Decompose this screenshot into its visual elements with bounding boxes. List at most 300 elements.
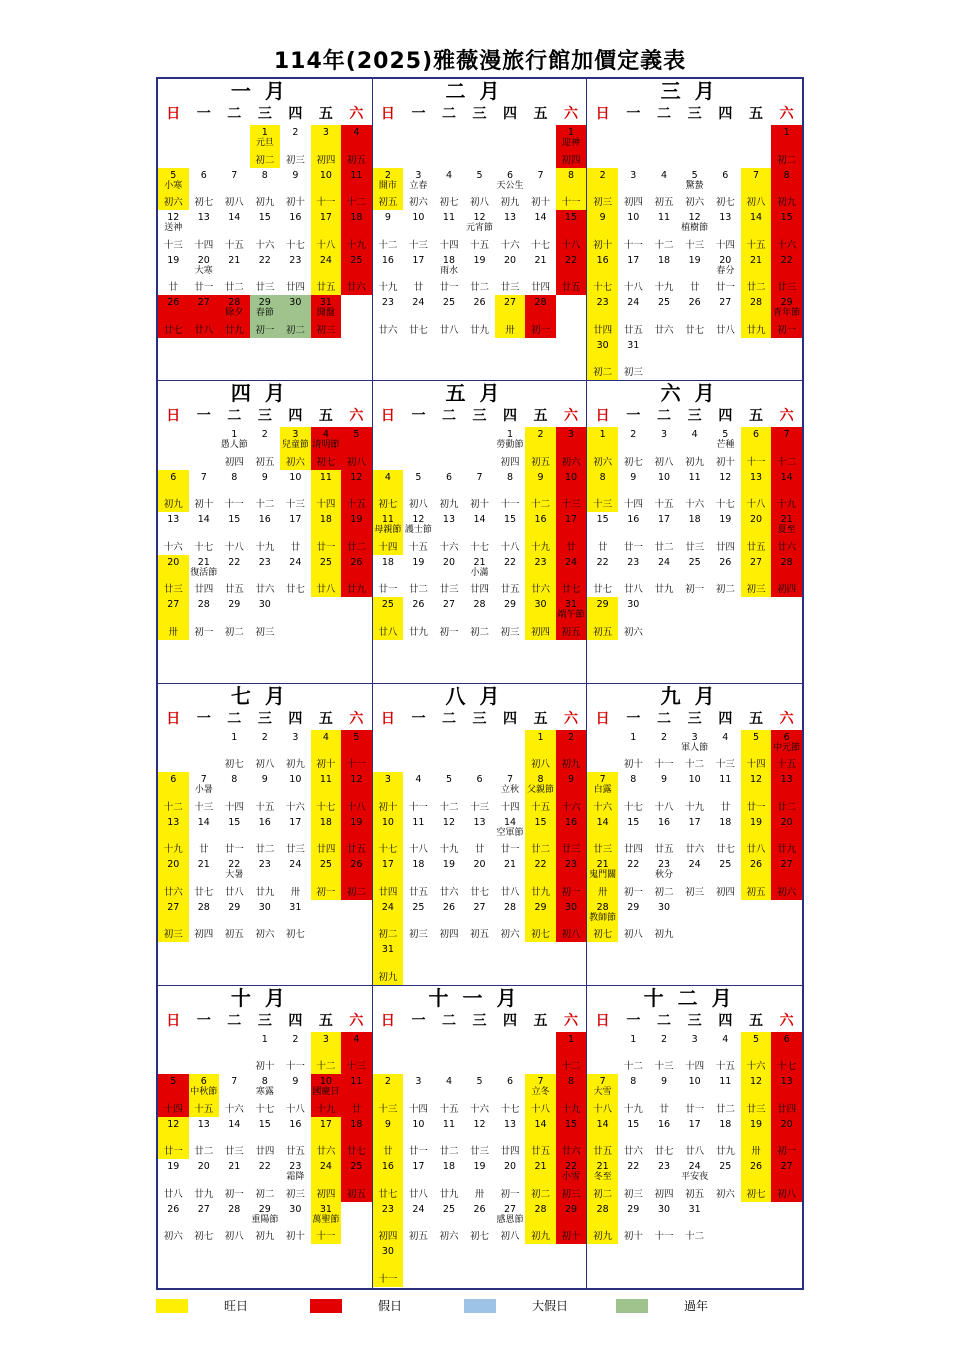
day-cell[interactable] <box>464 900 495 943</box>
day-cell[interactable] <box>341 730 372 773</box>
day-cell[interactable] <box>464 1202 495 1245</box>
day-cell[interactable] <box>373 1117 404 1160</box>
day-cell[interactable] <box>771 772 802 815</box>
day-cell[interactable] <box>434 295 465 338</box>
day-cell[interactable] <box>311 730 342 773</box>
day-cell[interactable] <box>525 1117 556 1160</box>
day-cell[interactable] <box>250 857 281 900</box>
day-cell[interactable] <box>219 295 250 338</box>
day-cell[interactable] <box>280 253 311 296</box>
day-cell[interactable] <box>219 210 250 253</box>
day-cell[interactable] <box>403 295 434 338</box>
day-cell[interactable] <box>341 253 372 296</box>
day-cell[interactable] <box>587 1202 618 1245</box>
day-cell[interactable] <box>649 168 680 211</box>
day-cell[interactable] <box>219 427 250 470</box>
day-cell[interactable] <box>771 210 802 253</box>
day-cell[interactable] <box>311 1159 342 1202</box>
day-cell[interactable] <box>710 1159 741 1202</box>
day-cell[interactable] <box>158 253 189 296</box>
day-cell[interactable] <box>434 555 465 598</box>
day-cell[interactable] <box>649 857 680 900</box>
day-cell[interactable] <box>771 1117 802 1160</box>
day-cell[interactable] <box>495 295 526 338</box>
day-cell[interactable] <box>434 470 465 513</box>
day-cell[interactable] <box>710 857 741 900</box>
day-cell[interactable] <box>587 772 618 815</box>
day-cell[interactable] <box>464 295 495 338</box>
day-cell[interactable] <box>373 1202 404 1245</box>
day-cell[interactable] <box>219 555 250 598</box>
day-cell[interactable] <box>403 1159 434 1202</box>
day-cell[interactable] <box>373 210 404 253</box>
day-cell[interactable] <box>587 427 618 470</box>
day-cell[interactable] <box>280 125 311 168</box>
day-cell[interactable] <box>189 470 220 513</box>
day-cell[interactable] <box>373 942 404 985</box>
day-cell[interactable] <box>679 730 710 773</box>
day-cell[interactable] <box>464 1159 495 1202</box>
day-cell[interactable] <box>464 253 495 296</box>
day-cell[interactable] <box>189 555 220 598</box>
day-cell[interactable] <box>189 1202 220 1245</box>
day-cell[interactable] <box>341 1074 372 1117</box>
day-cell[interactable] <box>373 512 404 555</box>
day-cell[interactable] <box>434 168 465 211</box>
day-cell[interactable] <box>618 900 649 943</box>
day-cell[interactable] <box>556 1202 587 1245</box>
day-cell[interactable] <box>250 512 281 555</box>
day-cell[interactable] <box>464 597 495 640</box>
day-cell[interactable] <box>219 1202 250 1245</box>
day-cell[interactable] <box>741 1074 772 1117</box>
day-cell[interactable] <box>679 210 710 253</box>
day-cell[interactable] <box>679 470 710 513</box>
day-cell[interactable] <box>403 470 434 513</box>
day-cell[interactable] <box>618 470 649 513</box>
day-cell[interactable] <box>649 1202 680 1245</box>
day-cell[interactable] <box>649 772 680 815</box>
day-cell[interactable] <box>741 168 772 211</box>
day-cell[interactable] <box>403 772 434 815</box>
day-cell[interactable] <box>741 730 772 773</box>
day-cell[interactable] <box>250 470 281 513</box>
day-cell[interactable] <box>556 470 587 513</box>
day-cell[interactable] <box>495 555 526 598</box>
day-cell[interactable] <box>434 597 465 640</box>
day-cell[interactable] <box>649 900 680 943</box>
day-cell[interactable] <box>189 210 220 253</box>
day-cell[interactable] <box>280 1074 311 1117</box>
day-cell[interactable] <box>495 1074 526 1117</box>
day-cell[interactable] <box>679 1202 710 1245</box>
day-cell[interactable] <box>771 555 802 598</box>
day-cell[interactable] <box>525 772 556 815</box>
day-cell[interactable] <box>587 857 618 900</box>
day-cell[interactable] <box>158 512 189 555</box>
day-cell[interactable] <box>525 1074 556 1117</box>
day-cell[interactable] <box>587 1117 618 1160</box>
day-cell[interactable] <box>464 1074 495 1117</box>
day-cell[interactable] <box>434 815 465 858</box>
day-cell[interactable] <box>280 470 311 513</box>
day-cell[interactable] <box>250 253 281 296</box>
day-cell[interactable] <box>158 1117 189 1160</box>
day-cell[interactable] <box>741 210 772 253</box>
day-cell[interactable] <box>556 512 587 555</box>
day-cell[interactable] <box>341 1159 372 1202</box>
day-cell[interactable] <box>403 857 434 900</box>
day-cell[interactable] <box>741 427 772 470</box>
day-cell[interactable] <box>219 900 250 943</box>
day-cell[interactable] <box>525 857 556 900</box>
day-cell[interactable] <box>495 253 526 296</box>
day-cell[interactable] <box>679 857 710 900</box>
day-cell[interactable] <box>403 1117 434 1160</box>
day-cell[interactable] <box>403 253 434 296</box>
day-cell[interactable] <box>311 1117 342 1160</box>
day-cell[interactable] <box>556 1117 587 1160</box>
day-cell[interactable] <box>280 210 311 253</box>
day-cell[interactable] <box>250 295 281 338</box>
day-cell[interactable] <box>679 427 710 470</box>
day-cell[interactable] <box>373 253 404 296</box>
day-cell[interactable] <box>341 210 372 253</box>
day-cell[interactable] <box>618 512 649 555</box>
day-cell[interactable] <box>710 555 741 598</box>
day-cell[interactable] <box>311 555 342 598</box>
day-cell[interactable] <box>219 857 250 900</box>
day-cell[interactable] <box>373 1159 404 1202</box>
day-cell[interactable] <box>311 470 342 513</box>
day-cell[interactable] <box>189 1117 220 1160</box>
day-cell[interactable] <box>679 1117 710 1160</box>
day-cell[interactable] <box>311 772 342 815</box>
day-cell[interactable] <box>649 512 680 555</box>
day-cell[interactable] <box>710 772 741 815</box>
day-cell[interactable] <box>280 295 311 338</box>
day-cell[interactable] <box>741 555 772 598</box>
day-cell[interactable] <box>710 210 741 253</box>
day-cell[interactable] <box>741 815 772 858</box>
day-cell[interactable] <box>250 125 281 168</box>
day-cell[interactable] <box>525 210 556 253</box>
day-cell[interactable] <box>341 815 372 858</box>
day-cell[interactable] <box>771 168 802 211</box>
day-cell[interactable] <box>373 168 404 211</box>
day-cell[interactable] <box>741 1159 772 1202</box>
day-cell[interactable] <box>771 1074 802 1117</box>
day-cell[interactable] <box>280 1032 311 1075</box>
day-cell[interactable] <box>341 470 372 513</box>
day-cell[interactable] <box>495 597 526 640</box>
day-cell[interactable] <box>250 1202 281 1245</box>
day-cell[interactable] <box>618 730 649 773</box>
day-cell[interactable] <box>741 470 772 513</box>
day-cell[interactable] <box>373 1244 404 1287</box>
day-cell[interactable] <box>587 815 618 858</box>
day-cell[interactable] <box>649 555 680 598</box>
day-cell[interactable] <box>649 295 680 338</box>
day-cell[interactable] <box>495 470 526 513</box>
day-cell[interactable] <box>280 900 311 943</box>
day-cell[interactable] <box>250 597 281 640</box>
day-cell[interactable] <box>311 1032 342 1075</box>
day-cell[interactable] <box>587 1074 618 1117</box>
day-cell[interactable] <box>189 1159 220 1202</box>
day-cell[interactable] <box>587 597 618 640</box>
day-cell[interactable] <box>679 168 710 211</box>
day-cell[interactable] <box>495 900 526 943</box>
day-cell[interactable] <box>649 427 680 470</box>
day-cell[interactable] <box>587 470 618 513</box>
day-cell[interactable] <box>219 1159 250 1202</box>
day-cell[interactable] <box>649 470 680 513</box>
day-cell[interactable] <box>618 427 649 470</box>
day-cell[interactable] <box>373 900 404 943</box>
day-cell[interactable] <box>434 857 465 900</box>
day-cell[interactable] <box>189 253 220 296</box>
day-cell[interactable] <box>373 470 404 513</box>
day-cell[interactable] <box>280 512 311 555</box>
day-cell[interactable] <box>587 253 618 296</box>
day-cell[interactable] <box>189 168 220 211</box>
day-cell[interactable] <box>556 555 587 598</box>
day-cell[interactable] <box>434 512 465 555</box>
day-cell[interactable] <box>373 772 404 815</box>
day-cell[interactable] <box>280 427 311 470</box>
day-cell[interactable] <box>679 555 710 598</box>
day-cell[interactable] <box>741 1032 772 1075</box>
day-cell[interactable] <box>219 470 250 513</box>
day-cell[interactable] <box>311 1202 342 1245</box>
day-cell[interactable] <box>679 295 710 338</box>
day-cell[interactable] <box>189 295 220 338</box>
day-cell[interactable] <box>649 815 680 858</box>
day-cell[interactable] <box>250 168 281 211</box>
day-cell[interactable] <box>250 1032 281 1075</box>
day-cell[interactable] <box>771 1032 802 1075</box>
day-cell[interactable] <box>525 1202 556 1245</box>
day-cell[interactable] <box>710 168 741 211</box>
day-cell[interactable] <box>710 427 741 470</box>
day-cell[interactable] <box>373 857 404 900</box>
day-cell[interactable] <box>525 295 556 338</box>
day-cell[interactable] <box>219 168 250 211</box>
day-cell[interactable] <box>556 730 587 773</box>
day-cell[interactable] <box>250 730 281 773</box>
day-cell[interactable] <box>556 125 587 168</box>
day-cell[interactable] <box>280 1117 311 1160</box>
day-cell[interactable] <box>434 1074 465 1117</box>
day-cell[interactable] <box>525 512 556 555</box>
day-cell[interactable] <box>158 815 189 858</box>
day-cell[interactable] <box>679 253 710 296</box>
day-cell[interactable] <box>158 772 189 815</box>
day-cell[interactable] <box>556 1159 587 1202</box>
day-cell[interactable] <box>741 295 772 338</box>
day-cell[interactable] <box>189 857 220 900</box>
day-cell[interactable] <box>710 1032 741 1075</box>
day-cell[interactable] <box>495 168 526 211</box>
day-cell[interactable] <box>403 168 434 211</box>
day-cell[interactable] <box>403 555 434 598</box>
day-cell[interactable] <box>373 295 404 338</box>
day-cell[interactable] <box>618 772 649 815</box>
day-cell[interactable] <box>618 857 649 900</box>
day-cell[interactable] <box>434 772 465 815</box>
day-cell[interactable] <box>525 253 556 296</box>
day-cell[interactable] <box>464 168 495 211</box>
day-cell[interactable] <box>710 470 741 513</box>
day-cell[interactable] <box>525 1159 556 1202</box>
day-cell[interactable] <box>679 815 710 858</box>
day-cell[interactable] <box>710 1117 741 1160</box>
day-cell[interactable] <box>741 772 772 815</box>
day-cell[interactable] <box>341 1117 372 1160</box>
day-cell[interactable] <box>189 772 220 815</box>
day-cell[interactable] <box>219 1074 250 1117</box>
day-cell[interactable] <box>710 512 741 555</box>
day-cell[interactable] <box>434 1202 465 1245</box>
day-cell[interactable] <box>556 815 587 858</box>
day-cell[interactable] <box>403 597 434 640</box>
day-cell[interactable] <box>771 295 802 338</box>
day-cell[interactable] <box>587 900 618 943</box>
day-cell[interactable] <box>649 1032 680 1075</box>
day-cell[interactable] <box>373 597 404 640</box>
day-cell[interactable] <box>219 597 250 640</box>
day-cell[interactable] <box>525 597 556 640</box>
day-cell[interactable] <box>280 1202 311 1245</box>
day-cell[interactable] <box>618 338 649 381</box>
day-cell[interactable] <box>587 338 618 381</box>
day-cell[interactable] <box>618 295 649 338</box>
day-cell[interactable] <box>158 900 189 943</box>
day-cell[interactable] <box>373 1074 404 1117</box>
day-cell[interactable] <box>189 597 220 640</box>
day-cell[interactable] <box>434 210 465 253</box>
day-cell[interactable] <box>250 1159 281 1202</box>
day-cell[interactable] <box>434 900 465 943</box>
day-cell[interactable] <box>403 815 434 858</box>
day-cell[interactable] <box>158 1074 189 1117</box>
day-cell[interactable] <box>219 772 250 815</box>
day-cell[interactable] <box>710 1074 741 1117</box>
day-cell[interactable] <box>403 1202 434 1245</box>
day-cell[interactable] <box>495 427 526 470</box>
day-cell[interactable] <box>649 210 680 253</box>
day-cell[interactable] <box>280 1159 311 1202</box>
day-cell[interactable] <box>618 555 649 598</box>
day-cell[interactable] <box>373 555 404 598</box>
day-cell[interactable] <box>495 772 526 815</box>
day-cell[interactable] <box>771 815 802 858</box>
day-cell[interactable] <box>618 1159 649 1202</box>
day-cell[interactable] <box>280 772 311 815</box>
day-cell[interactable] <box>556 427 587 470</box>
day-cell[interactable] <box>158 1202 189 1245</box>
day-cell[interactable] <box>771 857 802 900</box>
day-cell[interactable] <box>771 512 802 555</box>
day-cell[interactable] <box>556 597 587 640</box>
day-cell[interactable] <box>710 730 741 773</box>
day-cell[interactable] <box>649 730 680 773</box>
day-cell[interactable] <box>434 1159 465 1202</box>
day-cell[interactable] <box>771 730 802 773</box>
day-cell[interactable] <box>464 772 495 815</box>
day-cell[interactable] <box>679 1159 710 1202</box>
day-cell[interactable] <box>495 857 526 900</box>
day-cell[interactable] <box>679 512 710 555</box>
day-cell[interactable] <box>464 512 495 555</box>
day-cell[interactable] <box>280 555 311 598</box>
day-cell[interactable] <box>158 168 189 211</box>
day-cell[interactable] <box>250 210 281 253</box>
day-cell[interactable] <box>464 815 495 858</box>
day-cell[interactable] <box>341 168 372 211</box>
day-cell[interactable] <box>771 1159 802 1202</box>
day-cell[interactable] <box>618 168 649 211</box>
day-cell[interactable] <box>679 1032 710 1075</box>
day-cell[interactable] <box>219 730 250 773</box>
day-cell[interactable] <box>219 512 250 555</box>
day-cell[interactable] <box>556 168 587 211</box>
day-cell[interactable] <box>556 1032 587 1075</box>
day-cell[interactable] <box>311 168 342 211</box>
day-cell[interactable] <box>618 1117 649 1160</box>
day-cell[interactable] <box>649 1117 680 1160</box>
day-cell[interactable] <box>250 555 281 598</box>
day-cell[interactable] <box>341 512 372 555</box>
day-cell[interactable] <box>311 253 342 296</box>
day-cell[interactable] <box>556 900 587 943</box>
day-cell[interactable] <box>525 815 556 858</box>
day-cell[interactable] <box>710 295 741 338</box>
day-cell[interactable] <box>618 1202 649 1245</box>
day-cell[interactable] <box>649 253 680 296</box>
day-cell[interactable] <box>525 470 556 513</box>
day-cell[interactable] <box>403 512 434 555</box>
day-cell[interactable] <box>464 857 495 900</box>
day-cell[interactable] <box>250 772 281 815</box>
day-cell[interactable] <box>464 1117 495 1160</box>
day-cell[interactable] <box>649 1074 680 1117</box>
day-cell[interactable] <box>189 1074 220 1117</box>
day-cell[interactable] <box>741 1117 772 1160</box>
day-cell[interactable] <box>403 210 434 253</box>
day-cell[interactable] <box>158 295 189 338</box>
day-cell[interactable] <box>710 253 741 296</box>
day-cell[interactable] <box>341 427 372 470</box>
day-cell[interactable] <box>341 772 372 815</box>
day-cell[interactable] <box>587 512 618 555</box>
day-cell[interactable] <box>464 210 495 253</box>
day-cell[interactable] <box>341 555 372 598</box>
day-cell[interactable] <box>158 857 189 900</box>
day-cell[interactable] <box>556 210 587 253</box>
day-cell[interactable] <box>618 1074 649 1117</box>
day-cell[interactable] <box>373 815 404 858</box>
day-cell[interactable] <box>618 1032 649 1075</box>
day-cell[interactable] <box>158 1159 189 1202</box>
day-cell[interactable] <box>495 1159 526 1202</box>
day-cell[interactable] <box>158 597 189 640</box>
day-cell[interactable] <box>280 857 311 900</box>
day-cell[interactable] <box>403 900 434 943</box>
day-cell[interactable] <box>587 295 618 338</box>
day-cell[interactable] <box>771 253 802 296</box>
